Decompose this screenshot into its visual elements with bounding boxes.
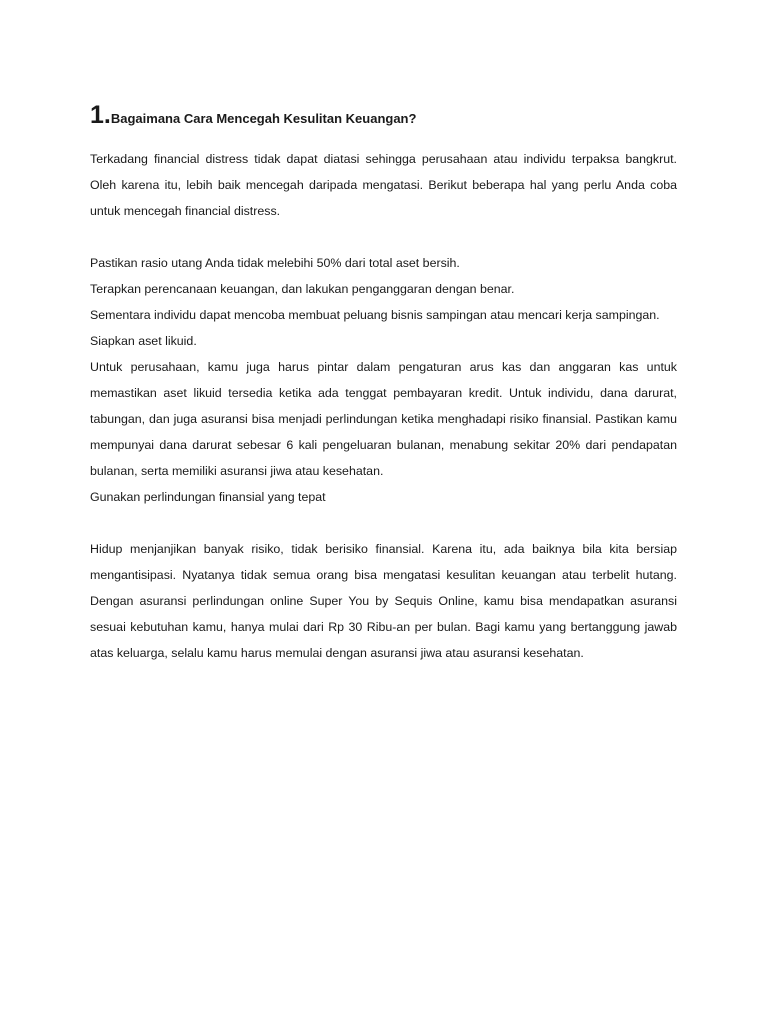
- document-page: [90, 95, 677, 666]
- heading-number: 1.: [90, 101, 111, 129]
- intro-paragraph: Terkadang financial distress tidak dapat diatasi sehingga perusahaan atau individu terpaksa bangkrut. Oleh karena itu, lebih baik mencegah daripada mengatasi. Berikut beberapa hal yang perlu Anda coba untuk mencegah financial distress.: [90, 152, 677, 218]
- section-heading: [90, 95, 677, 136]
- liquidity-paragraph: Untuk perusahaan, kamu juga harus pintar dalam pengaturan arus kas dan anggaran kas untuk memastikan aset likuid tersedia ketika ada tenggat pembayaran kredit. Untuk individu, dana darurat, tabungan, dan juga asuransi bisa menjadi perlindungan ketika menghadapi risiko finansial. Pastikan kamu mempunyai dana darurat sebesar 6 kali pengeluaran bulanan, menabung sekitar 20% dari pendapatan bulanan, serta memiliki asuransi jiwa atau kesehatan.: [90, 360, 677, 478]
- paragraph-spacer: [90, 510, 677, 536]
- tip-debt-ratio: Pastikan rasio utang Anda tidak melebihi 50% dari total aset bersih.: [90, 256, 460, 270]
- heading-text: Bagaimana Cara Mencegah Kesulitan Keuangan?: [110, 111, 417, 126]
- tip-financial-protection: Gunakan perlindungan finansial yang tepat: [90, 490, 326, 504]
- closing-paragraph: Hidup menjanjikan banyak risiko, tidak berisiko finansial. Karena itu, ada baiknya bila kita bersiap mengantisipasi. Nyatanya tidak semua orang bisa mengatasi kesulitan keuangan atau terbelit hutang. Dengan asuransi perlindungan online Super You by Sequis Online, kamu bisa mendapatkan asuransi sesuai kebutuhan kamu, hanya mulai dari Rp 30 Ribu-an per bulan. Bagi kamu yang bertanggung jawab atas keluarga, selalu kamu harus memulai dengan asuransi jiwa atau asuransi kesehatan.: [90, 542, 677, 660]
- tip-liquid-assets: Siapkan aset likuid.: [90, 334, 197, 348]
- paragraph-spacer: [90, 224, 677, 250]
- tip-budgeting: Terapkan perencanaan keuangan, dan lakukan penganggaran dengan benar.: [90, 282, 515, 296]
- tip-side-business: Sementara individu dapat mencoba membuat peluang bisnis sampingan atau mencari kerja sampingan.: [90, 308, 660, 322]
